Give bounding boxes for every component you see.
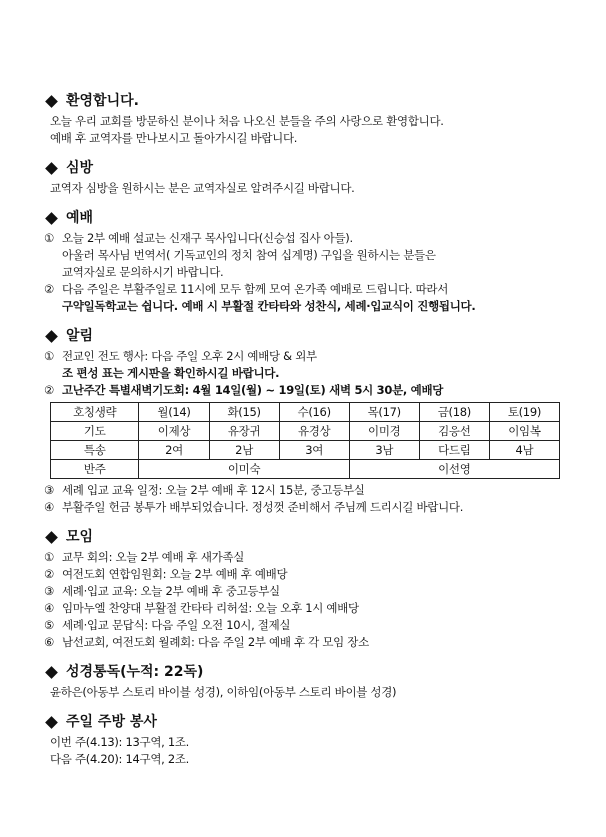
item-number: ③ [44,483,55,497]
meeting-text: 남선교회, 여전도회 월례회: 다음 주일 2부 예배 후 각 모임 장소 [62,635,369,649]
meeting-item [44,634,564,651]
worship-item-1-line-1: 오늘 2부 예배 설교는 신재구 목사입니다(신승섭 집사 아들). [62,231,353,245]
table-cell: 3남 [349,441,419,460]
table-cell: 이임복 [489,422,559,441]
table-cell: 월(14) [139,403,209,422]
table-cell: 금(18) [419,403,489,422]
meeting-item [44,583,564,600]
diamond-bullet-icon [45,666,58,679]
item-number: ④ [44,500,55,514]
table-cell: 2여 [139,441,209,460]
table-cell: 수(16) [279,403,349,422]
diamond-bullet-icon [45,716,58,729]
notice-item-4 [44,499,564,516]
visit-section [44,159,564,197]
item-number: ① [44,349,55,363]
kitchen-heading [44,713,564,732]
table-row [51,422,560,441]
worship-item-1 [44,230,564,281]
notice-heading [44,327,564,346]
welcome-heading [44,92,564,111]
worship-item-2-line-2: 구약일독학교는 쉽니다. 예배 시 부활절 칸타타와 성찬식, 세례·입교식이 진행됩니다. [62,299,476,313]
meetings-title: 모임 [66,529,94,545]
notice-section [44,327,564,516]
visit-title: 심방 [66,160,94,176]
diamond-bullet-icon [45,95,58,108]
table-cell: 토(19) [489,403,559,422]
diamond-bullet-icon [45,212,58,225]
notice-item-3 [44,482,564,499]
table-cell: 이제상 [139,422,209,441]
notice-item-2-line: 고난주간 특별새벽기도회: 4월 14일(월) ~ 19일(토) 새벽 5시 30분, 예배당 [62,383,444,397]
worship-item-1-line-2: 아울러 목사님 번역서( 기독교인의 정치 참여 십계명) 구입을 원하시는 분들은 [62,248,436,262]
visit-heading [44,159,564,178]
table-row [51,441,560,460]
notice-item-4-line: 부활주일 헌금 봉투가 배부되었습니다. 정성껏 준비해서 주님께 드리시길 바랍니다. [62,500,464,514]
welcome-title: 환영합니다. [66,93,139,109]
notice-item-1 [44,348,564,382]
table-cell: 3여 [279,441,349,460]
worship-item-2 [44,281,564,315]
bible-title: 성경통독(누적: 22독) [66,664,204,680]
table-cell: 이미숙 [139,460,349,479]
worship-item-1-line-3: 교역자실로 문의하시기 바랍니다. [62,265,224,279]
welcome-text-2: 예배 후 교역자를 만나보시고 돌아가시길 바랍니다. [50,131,298,145]
notice-title: 알림 [66,328,94,344]
bible-text: 윤하은(아동부 스토리 바이블 성경), 이하임(아동부 스토리 바이블 성경) [50,685,397,699]
meeting-text: 임마누엘 찬양대 부활절 칸타타 리허설: 오늘 오후 1시 예배당 [62,601,359,615]
item-number: ② [44,383,55,397]
meeting-item [44,617,564,634]
kitchen-text-1: 이번 주(4.13): 13구역, 1조. [50,735,190,749]
bulletin-page [44,92,564,780]
item-number: ⑥ [44,635,55,649]
notice-item-1-line-2: 조 편성 표는 게시판을 확인하시길 바랍니다. [62,366,280,380]
table-cell: 이미경 [349,422,419,441]
table-cell: 김응선 [419,422,489,441]
table-cell: 반주 [51,460,139,479]
table-header-row [51,403,560,422]
table-cell: 목(17) [349,403,419,422]
table-cell: 다드림 [419,441,489,460]
item-number: ④ [44,601,55,615]
meeting-item [44,549,564,566]
bible-section [44,663,564,701]
table-cell: 이선영 [349,460,559,479]
table-cell: 특송 [51,441,139,460]
kitchen-text-2: 다음 주(4.20): 14구역, 2조. [50,752,190,766]
notice-item-3-line: 세례 입교 교육 일정: 오늘 2부 예배 후 12시 15분, 중고등부실 [62,483,365,497]
kitchen-title: 주일 주방 봉사 [66,714,157,730]
meeting-item [44,566,564,583]
visit-text: 교역자 심방을 원하시는 분은 교역자실로 알려주시길 바랍니다. [50,181,355,195]
meeting-text: 세례·입교 문답식: 다음 주일 오전 10시, 절제실 [62,618,291,632]
meeting-text: 세례·입교 교육: 오늘 2부 예배 후 중고등부실 [62,584,280,598]
worship-title: 예배 [66,210,94,226]
meeting-text: 여전도회 연합임원회: 오늘 2부 예배 후 예배당 [62,567,288,581]
item-number: ② [44,282,55,296]
item-number: ① [44,231,55,245]
table-cell: 화(15) [209,403,279,422]
notice-item-2 [44,382,564,399]
kitchen-section [44,713,564,768]
diamond-bullet-icon [45,162,58,175]
table-cell: 기도 [51,422,139,441]
bible-heading [44,663,564,682]
worship-item-2-line-1: 다음 주일은 부활주일로 11시에 모두 함께 모여 온가족 예배로 드립니다. 따라서 [62,282,449,296]
diamond-bullet-icon [45,330,58,343]
prayer-schedule-table [50,402,560,479]
meetings-section [44,528,564,651]
table-cell: 유경상 [279,422,349,441]
notice-item-1-line-1: 전교인 전도 행사: 다음 주일 오후 2시 예배당 & 외부 [62,349,317,363]
meeting-item [44,600,564,617]
item-number: ⑤ [44,618,55,632]
table-cell: 4남 [489,441,559,460]
item-number: ① [44,550,55,564]
diamond-bullet-icon [45,531,58,544]
item-number: ③ [44,584,55,598]
welcome-section [44,92,564,147]
meetings-heading [44,528,564,547]
worship-section [44,209,564,315]
table-row [51,460,560,479]
worship-heading [44,209,564,228]
item-number: ② [44,567,55,581]
meeting-text: 교무 회의: 오늘 2부 예배 후 새가족실 [62,550,245,564]
table-cell: 호칭생략 [51,403,139,422]
table-cell: 유장귀 [209,422,279,441]
welcome-text-1: 오늘 우리 교회를 방문하신 분이나 처음 나오신 분들을 주의 사랑으로 환영합니다. [50,114,444,128]
table-cell: 2남 [209,441,279,460]
